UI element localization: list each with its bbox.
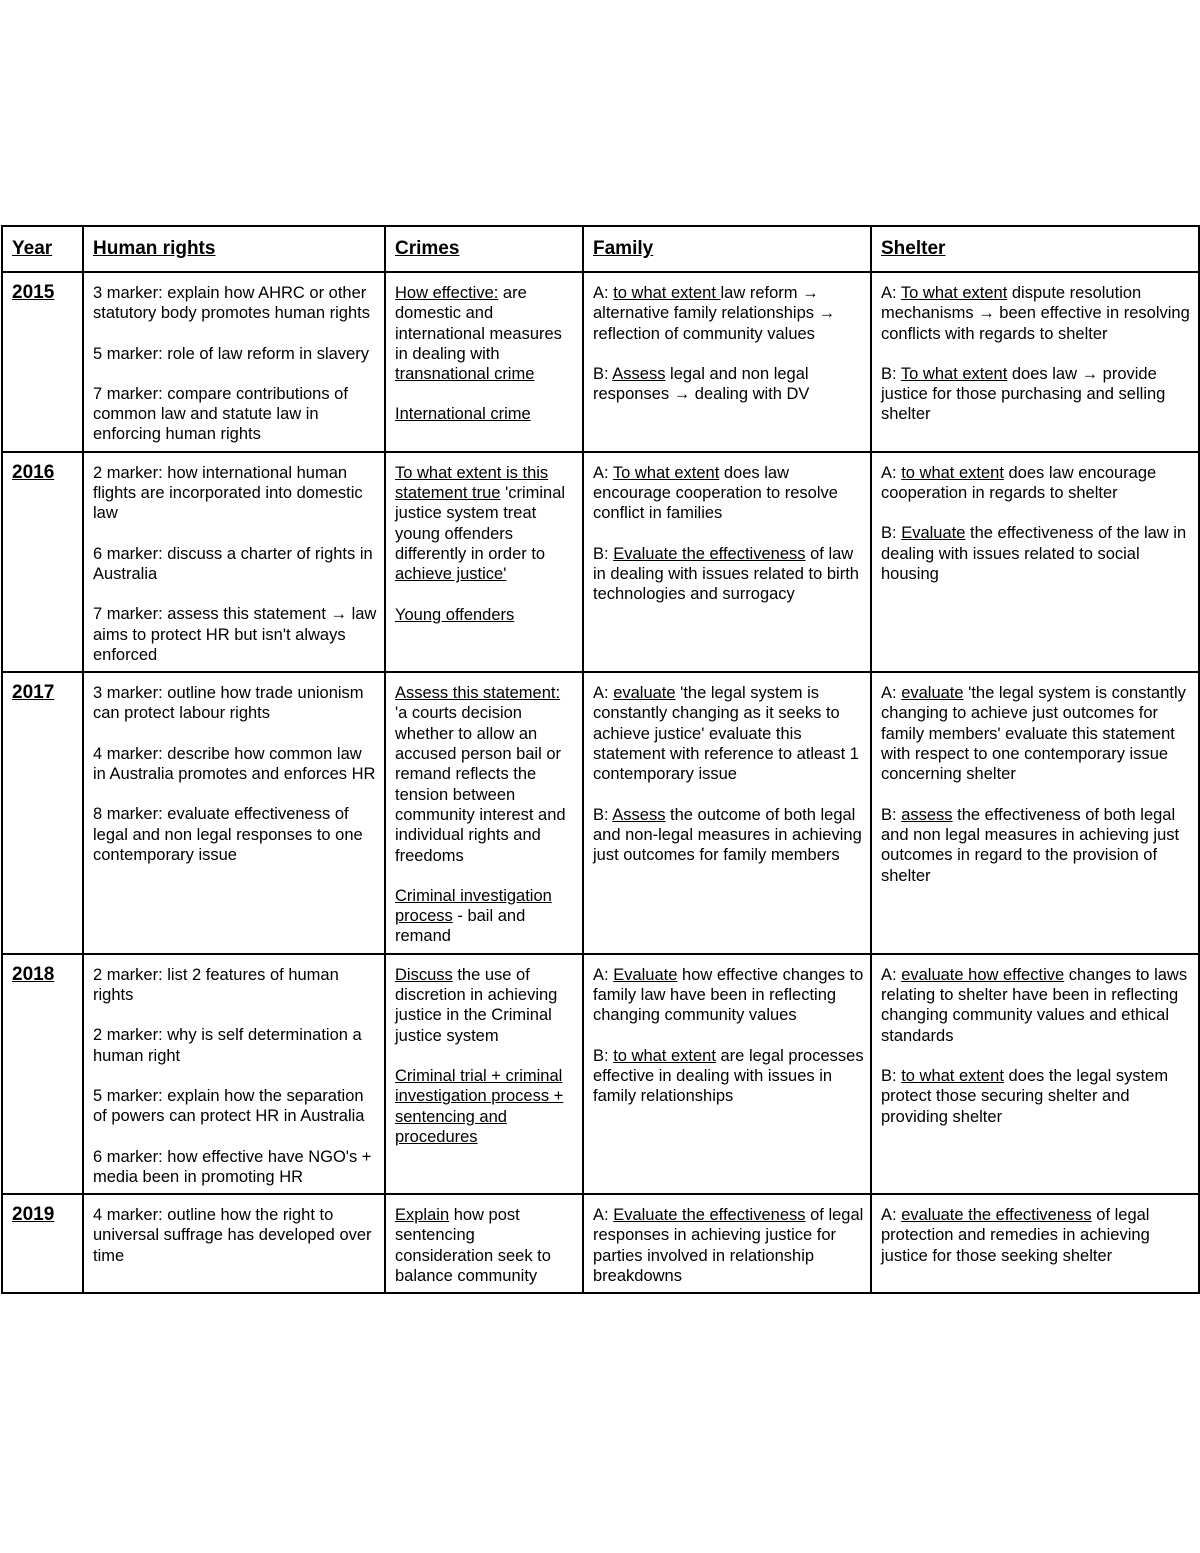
crimes-cell <box>385 954 583 1194</box>
year-cell: 2019 <box>2 1194 83 1293</box>
question-text: How effective: are domestic and international measures in dealing with transnational crime <box>395 284 562 384</box>
question-text: Discuss the use of discretion in achieving justice in the Criminal justice system <box>395 965 558 1045</box>
exam-topics-table <box>1 225 1200 1294</box>
question-text: 5 marker: role of law reform in slavery <box>93 344 369 363</box>
header-row <box>2 226 1199 272</box>
question-text: 6 marker: discuss a charter of rights in Australia <box>93 544 373 583</box>
question-text: B: Evaluate the effectiveness of law in dealing with issues related to birth technologies and surrogacy <box>593 544 859 604</box>
family-cell <box>583 672 871 954</box>
question-text: Assess this statement: 'a courts decision whether to allow an accused person bail or remand reflects the tension between community interest and individual rights and freedoms <box>395 684 566 865</box>
human-rights-cell <box>83 1194 385 1293</box>
crimes-cell <box>385 272 583 452</box>
topic-text: Criminal investigation process - bail and remand <box>395 886 552 946</box>
question-text: A: to what extent does law encourage cooperation in regards to shelter <box>881 463 1157 503</box>
crimes-cell <box>385 1194 583 1293</box>
question-text: 2 marker: how international human flights are incorporated into domestic law <box>93 463 363 523</box>
family-cell <box>583 954 871 1194</box>
topic-text: Criminal trial + criminal investigation process + sentencing and procedures <box>395 1066 564 1146</box>
year-cell: 2015 <box>2 272 83 452</box>
shelter-cell <box>871 272 1199 452</box>
shelter-cell <box>871 672 1199 954</box>
shelter-cell <box>871 1194 1199 1293</box>
question-text: A: Evaluate the effectiveness of legal responses in achieving justice for parties involved in relationship breakdowns <box>593 1206 864 1285</box>
human-rights-cell <box>83 672 385 954</box>
question-text: A: evaluate 'the legal system is constantly changing to achieve just outcomes for family members' evaluate this statement with respect to one contemporary issue concerning shelter <box>881 684 1186 784</box>
human-rights-cell <box>83 954 385 1194</box>
family-cell <box>583 452 871 672</box>
topic-text: International crime <box>395 405 531 424</box>
question-text: A: evaluate how effective changes to laws relating to shelter have been in reflecting changing community values and ethical standards <box>881 965 1188 1045</box>
table-row <box>2 1194 1199 1293</box>
question-text: B: to what extent are legal processes effective in dealing with issues in family relationships <box>593 1046 864 1106</box>
header-crimes: Crimes <box>385 226 583 272</box>
question-text: A: To what extent dispute resolution mechanisms → been effective in resolving conflicts with regards to shelter <box>881 284 1190 343</box>
table-row <box>2 272 1199 452</box>
question-text: A: Evaluate how effective changes to family law have been in reflecting changing community values <box>593 965 864 1025</box>
question-text: 5 marker: explain how the separation of powers can protect HR in Australia <box>93 1086 365 1126</box>
question-text: 7 marker: assess this statement → law aims to protect HR but isn't always enforced <box>93 605 377 664</box>
human-rights-cell <box>83 272 385 452</box>
year-cell: 2018 <box>2 954 83 1194</box>
question-text: B: Assess legal and non legal responses → dealing with DV <box>593 364 810 404</box>
year-cell: 2017 <box>2 672 83 954</box>
header-year: Year <box>2 226 83 272</box>
header-family: Family <box>583 226 871 272</box>
question-text: B: assess the effectiveness of both legal and non legal measures in achieving just outcomes in regard to the provision of shelter <box>881 805 1180 885</box>
header-shelter: Shelter <box>871 226 1199 272</box>
header-human-rights: Human rights <box>83 226 385 272</box>
question-text: 2 marker: why is self determination a human right <box>93 1026 362 1065</box>
question-text: 2 marker: list 2 features of human rights <box>93 965 339 1005</box>
crimes-cell <box>385 452 583 672</box>
shelter-cell <box>871 954 1199 1194</box>
question-text: B: to what extent does the legal system protect those securing shelter and providing shelter <box>881 1066 1169 1126</box>
table-row <box>2 672 1199 954</box>
question-text: A: to what extent law reform → alternative family relationships → reflection of community values <box>593 284 836 343</box>
question-text: 7 marker: compare contributions of common law and statute law in enforcing human rights <box>93 384 348 444</box>
question-text: B: To what extent does law → provide justice for those purchasing and selling shelter <box>881 364 1166 424</box>
question-text: 8 marker: evaluate effectiveness of legal and non legal responses to one contemporary issue <box>93 805 363 864</box>
question-text: A: To what extent does law encourage cooperation to resolve conflict in families <box>593 463 838 523</box>
question-text: 3 marker: outline how trade unionism can protect labour rights <box>93 684 364 723</box>
question-text: B: Assess the outcome of both legal and non-legal measures in achieving just outcomes for family members <box>593 805 862 865</box>
topic-text: Young offenders <box>395 605 515 624</box>
human-rights-cell <box>83 452 385 672</box>
year-cell: 2016 <box>2 452 83 672</box>
question-text: B: Evaluate the effectiveness of the law in dealing with issues related to social housing <box>881 524 1187 583</box>
family-cell <box>583 1194 871 1293</box>
question-text: A: evaluate 'the legal system is constantly changing as it seeks to achieve justice' evaluate this statement with reference to atleast 1 contemporary issue <box>593 684 859 784</box>
table-row <box>2 452 1199 672</box>
question-text: Explain how post sentencing consideration seek to balance community <box>395 1206 551 1285</box>
question-text: To what extent is this statement true 'criminal justice system treat young offenders differently in order to achieve justice' <box>395 463 566 584</box>
question-text: 4 marker: outline how the right to universal suffrage has developed over time <box>93 1206 372 1265</box>
question-text: A: evaluate the effectiveness of legal protection and remedies in achieving justice for those seeking shelter <box>881 1206 1150 1265</box>
shelter-cell <box>871 452 1199 672</box>
question-text: 4 marker: describe how common law in Australia promotes and enforces HR <box>93 744 376 784</box>
question-text: 3 marker: explain how AHRC or other statutory body promotes human rights <box>93 284 370 323</box>
family-cell <box>583 272 871 452</box>
crimes-cell <box>385 672 583 954</box>
question-text: 6 marker: how effective have NGO's + media been in promoting HR <box>93 1147 372 1186</box>
table-row <box>2 954 1199 1194</box>
